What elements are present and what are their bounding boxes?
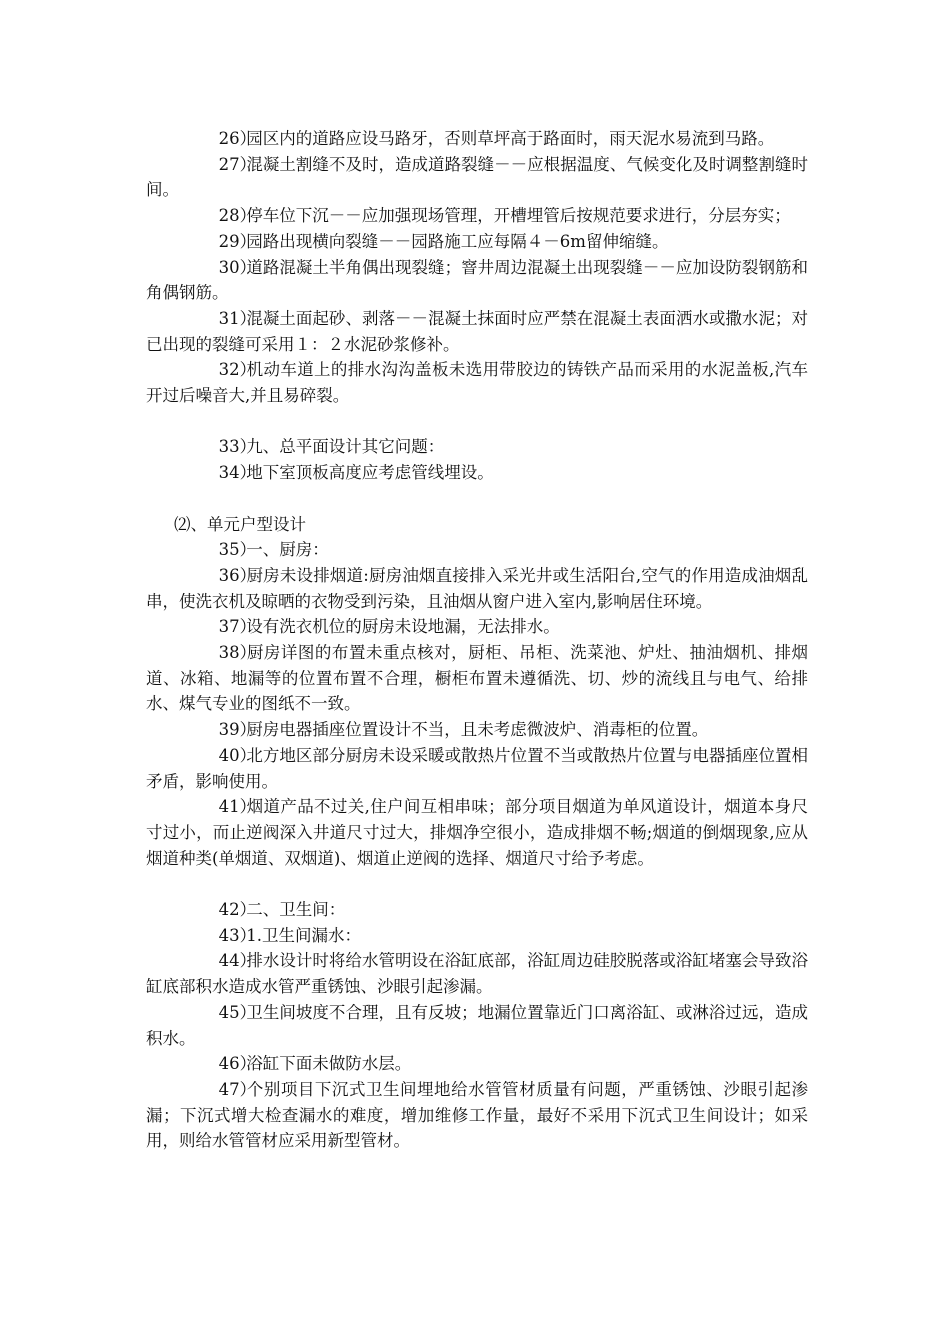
item-number: 35）: [218, 540, 257, 560]
item-text: 二、卫生间：: [246, 900, 346, 920]
item-number: 33）: [218, 437, 257, 457]
spacer: [146, 871, 808, 897]
list-item: [146, 717, 808, 743]
item-number: 36）: [218, 565, 257, 585]
item-text: 1.卫生间漏水：: [246, 925, 362, 945]
item-number: 42）: [218, 900, 257, 920]
list-item: [146, 357, 808, 408]
list-item: [146, 897, 808, 923]
item-text: 园区内的道路应设马路牙，否则草坪高于路面时，雨天泥水易流到马路。: [246, 129, 775, 148]
item-number: 26）: [218, 129, 257, 148]
item-number: 39）: [218, 720, 257, 740]
item-text: 一、厨房：: [246, 540, 329, 560]
list-item: [146, 126, 808, 152]
road-issues-list: [146, 126, 808, 409]
list-item: [146, 614, 808, 640]
item-text: 厨房电器插座位置设计不当，且未考虑微波炉、消毒柜的位置。: [246, 720, 709, 740]
item-number: 34）: [218, 463, 257, 483]
item-number: 27）: [218, 154, 257, 174]
item-text: 混凝土割缝不及时，造成道路裂缝－－应根据温度、气候变化及时调整割缝时间。: [146, 154, 808, 200]
spacer: [146, 409, 808, 435]
item-text: 北方地区部分厨房未设采暖或散热片位置不当或散热片位置与电器插座位置相矛盾，影响使用。: [146, 745, 808, 791]
list-item: [146, 1077, 808, 1154]
list-item: [146, 537, 808, 563]
list-item: [146, 255, 808, 306]
item-text: 九、总平面设计其它问题：: [246, 437, 445, 457]
item-number: 41）: [218, 797, 257, 817]
item-number: 31）: [218, 308, 257, 328]
item-text: 卫生间坡度不合理，且有反坡；地漏位置靠近门口离浴缸、或淋浴过远，造成积水。: [146, 1002, 808, 1048]
item-text: 烟道产品不过关,住户间互相串味；部分项目烟道为单风道设计，烟道本身尺寸过小，而止逆阀深入井道尺寸过大，排烟净空很小，造成排烟不畅;烟道的倒烟现象,应从烟道种类(单烟道、双烟道)、烟道止逆阀的选择、烟道尺寸给予考虑。: [146, 797, 808, 868]
item-text: 道路混凝土半角偶出现裂缝；窨井周边混凝土出现裂缝－－应加设防裂钢筋和角偶钢筋。: [146, 257, 808, 303]
section-heading: ⑵、单元户型设计: [174, 514, 306, 534]
item-text: 排水设计时将给水管明设在浴缸底部，浴缸周边硅胶脱落或浴缸堵塞会导致浴缸底部积水造成水管严重锈蚀、沙眼引起渗漏。: [146, 951, 808, 997]
item-text: 地下室顶板高度应考虑管线埋设。: [246, 463, 494, 483]
list-item: [146, 640, 808, 717]
item-number: 32）: [218, 360, 257, 380]
item-number: 29）: [218, 231, 257, 251]
list-item: [146, 743, 808, 794]
item-text: 停车位下沉－－应加强现场管理，开槽埋管后按规范要求进行，分层夯实；: [246, 206, 791, 226]
document-body: [146, 126, 808, 1154]
bathroom-issues-list: [146, 897, 808, 1154]
item-number: 43）: [218, 925, 257, 945]
list-item: [146, 563, 808, 614]
list-item: [146, 229, 808, 255]
spacer: [146, 486, 808, 512]
list-item: [146, 1000, 808, 1051]
list-item: [146, 948, 808, 999]
item-text: 厨房详图的布置未重点核对，厨柜、吊柜、洗菜池、炉灶、抽油烟机、排烟道、冰箱、地漏等的位置布置不合理，橱柜布置未遵循洗、切、炒的流线且与电气、给排水、煤气专业的图纸不一致。: [146, 643, 808, 714]
item-number: 40）: [218, 745, 257, 765]
item-number: 37）: [218, 617, 257, 637]
list-item: [146, 203, 808, 229]
item-number: 46）: [218, 1054, 257, 1074]
list-item: [146, 794, 808, 871]
list-item: [146, 152, 808, 203]
list-item: [146, 306, 808, 357]
item-number: 47）: [218, 1079, 257, 1099]
item-number: 28）: [218, 206, 257, 226]
item-number: 30）: [218, 257, 257, 277]
kitchen-issues-list: [146, 537, 808, 871]
item-number: 45）: [218, 1002, 257, 1022]
item-text: 个别项目下沉式卫生间埋地给水管管材质量有问题，严重锈蚀、沙眼引起渗漏；下沉式增大检查漏水的难度，增加维修工作量，最好不采用下沉式卫生间设计；如采用，则给水管管材应采用新型管材。: [146, 1079, 808, 1151]
item-text: 厨房未设排烟道:厨房油烟直接排入采光井或生活阳台,空气的作用造成油烟乱串，使洗衣机及晾晒的衣物受到污染，且油烟从窗户进入室内,影响居住环境。: [146, 565, 808, 611]
item-number: 44）: [218, 951, 257, 971]
item-text: 机动车道上的排水沟沟盖板未选用带胶边的铸铁产品而采用的水泥盖板,汽车开过后噪音大,并且易碎裂。: [146, 360, 808, 406]
list-item: [146, 434, 808, 460]
item-text: 浴缸下面未做防水层。: [246, 1054, 412, 1074]
item-text: 混凝土面起砂、剥落－－混凝土抹面时应严禁在混凝土表面洒水或撒水泥；对已出现的裂缝可采用１：２水泥砂浆修补。: [146, 308, 808, 354]
list-item: [146, 923, 808, 949]
site-plan-issues-list: [146, 434, 808, 485]
list-item: [146, 460, 808, 486]
item-text: 园路出现横向裂缝－－园路施工应每隔４－6m留伸缩缝。: [246, 231, 669, 251]
item-text: 设有洗衣机位的厨房未设地漏，无法排水。: [246, 617, 560, 637]
list-item: [146, 1051, 808, 1077]
item-number: 38）: [218, 643, 257, 663]
